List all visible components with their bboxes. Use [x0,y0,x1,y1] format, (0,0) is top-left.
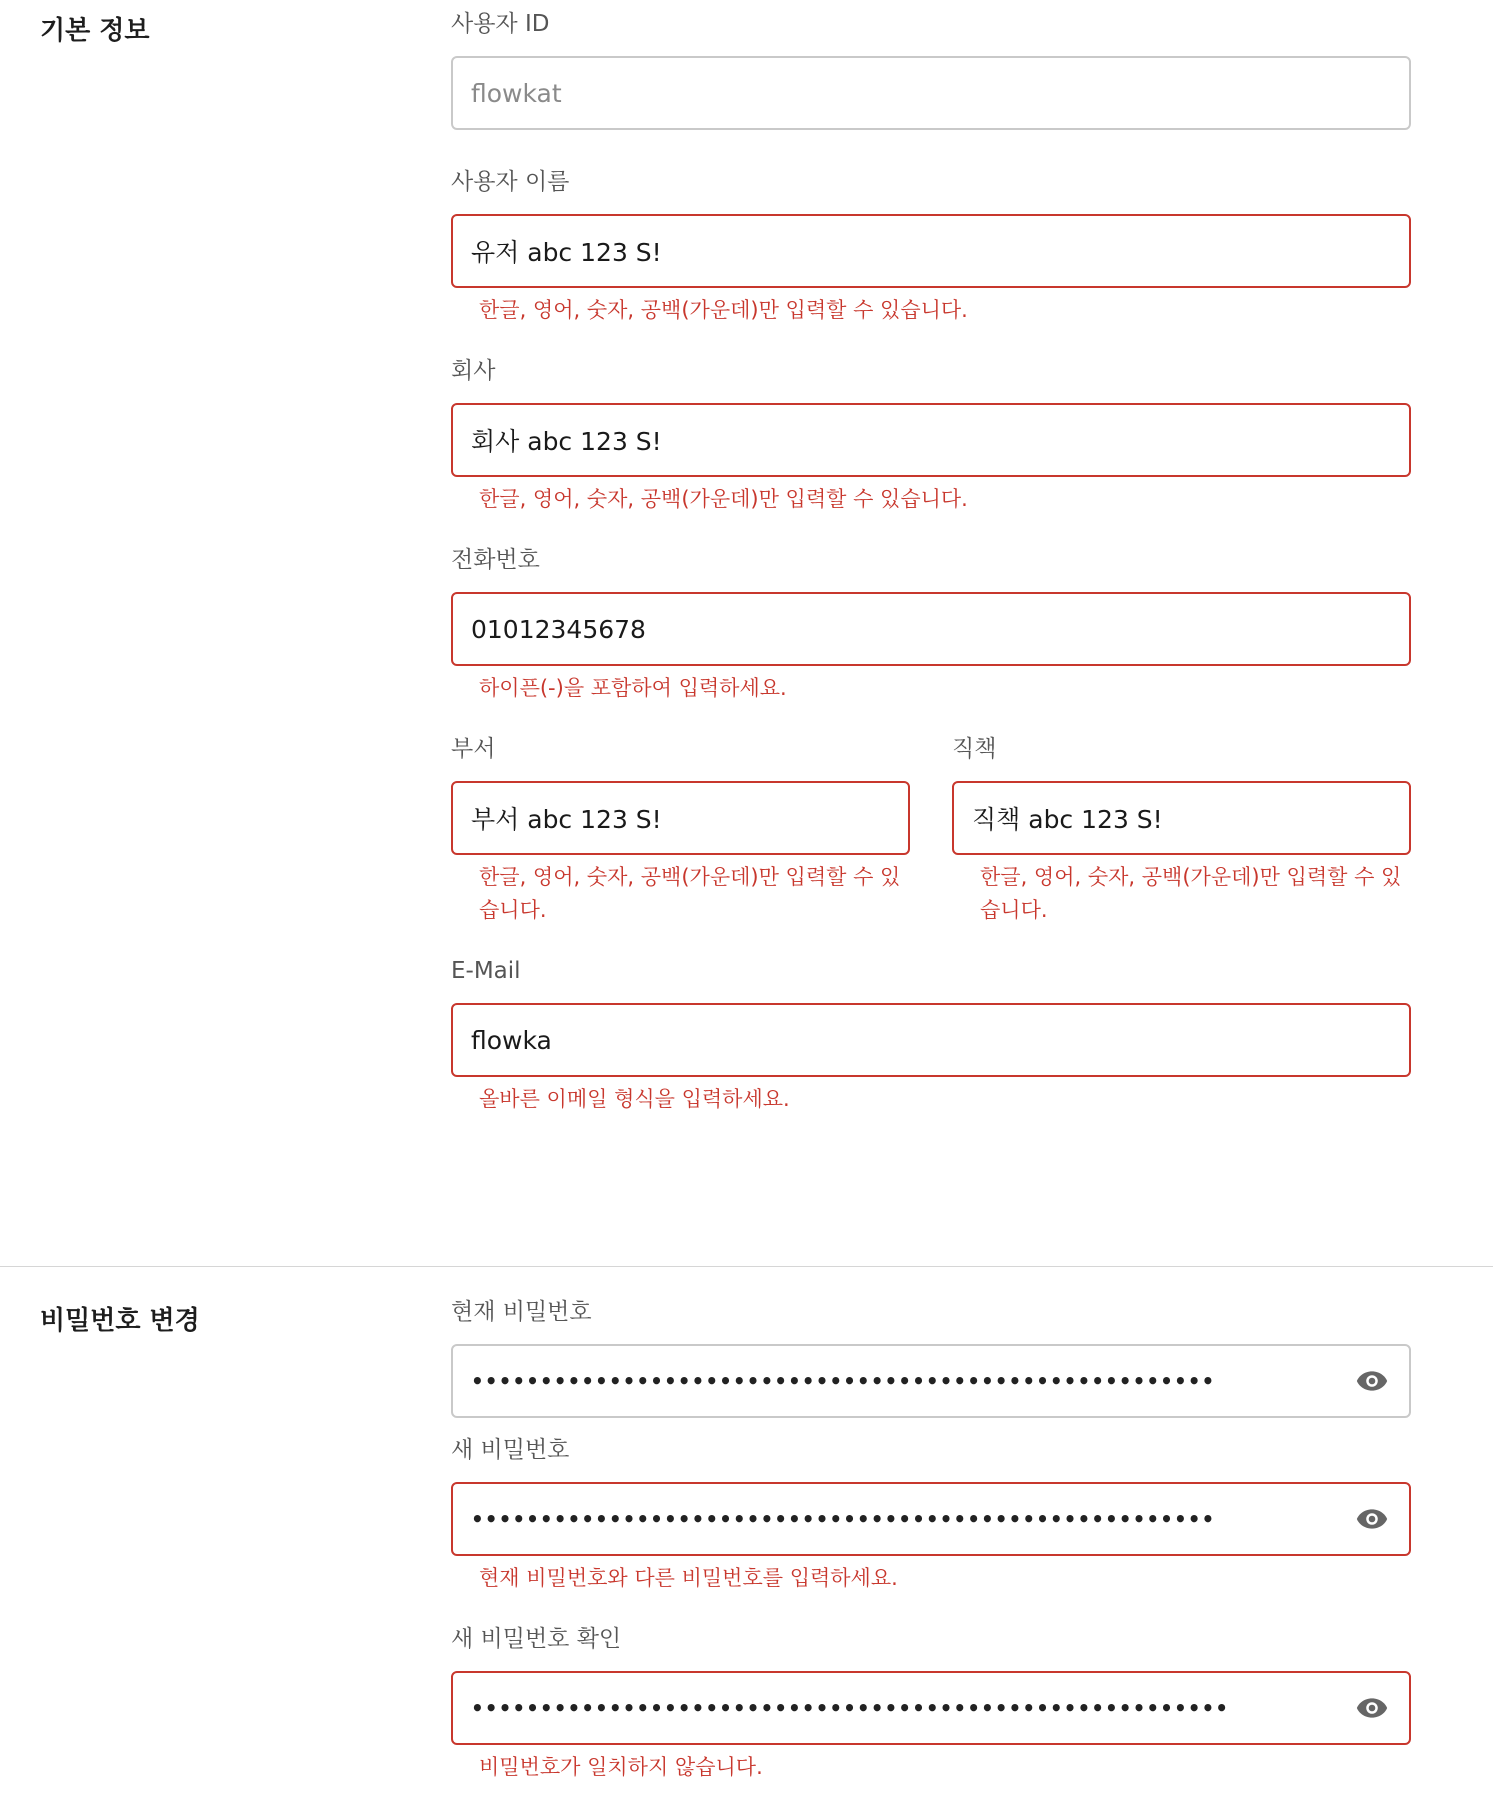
company-input[interactable] [451,403,1411,477]
confirm-password-value: ••••••••••••••••••••••••••••••••••••••••••••••••••••••• [471,1696,1230,1720]
user-id-input[interactable] [451,56,1411,130]
phone-label: 전화번호 [451,547,540,573]
current-password-label: 현재 비밀번호 [451,1299,592,1325]
email-label: E-Mail [451,958,521,984]
basic-info-form [451,0,1411,1116]
department-value: 부서 abc 123 S! [471,805,662,834]
department-field [451,731,910,927]
department-input[interactable] [451,781,910,855]
email-field [451,953,1411,1116]
department-label: 부서 [451,736,496,762]
position-value: 직책 abc 123 S! [972,805,1163,834]
eye-icon[interactable] [1355,1697,1389,1719]
eye-icon[interactable] [1355,1508,1389,1530]
phone-input[interactable] [451,592,1411,666]
position-input[interactable] [952,781,1411,855]
user-id-label: 사용자 ID [451,11,550,37]
new-password-field [451,1432,1411,1595]
new-password-error: 현재 비밀번호와 다른 비밀번호를 입력하세요. [479,1566,898,1590]
email-input[interactable] [451,1003,1411,1077]
confirm-password-error: 비밀번호가 일치하지 않습니다. [479,1755,763,1779]
user-id-value: flowkat [471,78,562,108]
confirm-password-input[interactable] [451,1671,1411,1745]
position-label: 직책 [952,736,997,762]
user-name-value: 유저 abc 123 S! [471,238,662,267]
current-password-input[interactable] [451,1344,1411,1418]
new-password-value: •••••••••••••••••••••••••••••••••••••••••••••••••••••• [471,1507,1216,1531]
company-value: 회사 abc 123 S! [471,427,662,456]
phone-field [451,542,1411,705]
eye-icon[interactable] [1355,1370,1389,1392]
email-error: 올바른 이메일 형식을 입력하세요. [479,1087,790,1111]
user-name-input[interactable] [451,214,1411,288]
user-name-error: 한글, 영어, 숫자, 공백(가운데)만 입력할 수 있습니다. [479,298,968,322]
position-field [952,731,1411,927]
new-password-input[interactable] [451,1482,1411,1556]
user-name-field [451,164,1411,327]
user-name-label: 사용자 이름 [451,169,570,195]
email-value: flowka [471,1025,552,1055]
password-section-title: 비밀번호 변경 [40,1306,200,1336]
phone-error: 하이픈(-)을 포함하여 입력하세요. [479,676,787,700]
password-section [0,1266,1493,1806]
company-error: 한글, 영어, 숫자, 공백(가운데)만 입력할 수 있습니다. [479,487,968,511]
position-error: 한글, 영어, 숫자, 공백(가운데)만 입력할 수 있습니다. [980,865,1402,922]
current-password-value: •••••••••••••••••••••••••••••••••••••••••••••••••••••• [471,1369,1216,1393]
department-position-row [451,731,1411,927]
password-form [451,1267,1411,1784]
basic-info-title: 기본 정보 [40,16,150,46]
new-password-label: 새 비밀번호 [451,1437,570,1463]
company-label: 회사 [451,358,496,384]
company-field [451,353,1411,516]
department-error: 한글, 영어, 숫자, 공백(가운데)만 입력할 수 있습니다. [479,865,901,922]
confirm-password-field [451,1621,1411,1784]
user-id-field [451,6,1411,130]
confirm-password-label: 새 비밀번호 확인 [451,1626,622,1652]
phone-value: 01012345678 [471,614,646,644]
current-password-field [451,1294,1411,1418]
